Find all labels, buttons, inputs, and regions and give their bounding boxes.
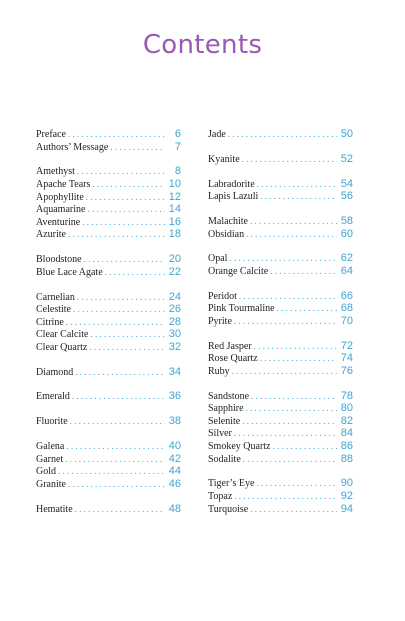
toc-entry-page-number: 30 (168, 328, 181, 341)
toc-entry-page-number: 70 (340, 314, 353, 327)
toc-group (208, 128, 353, 141)
toc-group (208, 252, 353, 277)
toc-entry-page-number: 52 (340, 152, 353, 165)
toc-entry-title: Gold (36, 466, 56, 478)
toc-entry-title: Apache Tears (36, 178, 91, 190)
toc-entry[interactable] (36, 266, 181, 279)
toc-left-column (36, 128, 181, 527)
dot-leader (58, 465, 165, 478)
toc-entry-page-number: 42 (168, 452, 181, 465)
toc-entry[interactable] (208, 453, 353, 466)
dot-leader (66, 440, 165, 453)
toc-group (208, 477, 353, 515)
toc-entry[interactable] (36, 203, 181, 216)
toc-entry-page-number: 74 (340, 352, 353, 365)
dot-leader (105, 266, 165, 279)
toc-entry[interactable] (36, 478, 181, 491)
toc-entry-page-number: 26 (168, 303, 181, 316)
toc-right-column (208, 128, 353, 527)
dot-leader (273, 440, 338, 453)
toc-entry-title: Azurite (36, 229, 66, 241)
toc-entry-title: Smokey Quartz (208, 441, 271, 452)
toc-entry-title: Citrine (36, 316, 64, 328)
toc-entry[interactable] (208, 228, 353, 241)
toc-entry[interactable] (208, 340, 353, 353)
toc-entry[interactable] (208, 315, 353, 328)
toc-entry-title: Fluorite (36, 416, 68, 428)
toc-entry[interactable] (36, 341, 181, 354)
toc-entry-title: Opal (208, 253, 228, 265)
toc-entry-title: Topaz (208, 490, 233, 502)
dot-leader (73, 303, 165, 316)
toc-entry-page-number: 72 (340, 339, 353, 352)
toc-entry-title: Sapphire (208, 403, 244, 415)
dot-leader (277, 302, 337, 315)
toc-entry-page-number: 7 (174, 140, 181, 153)
dot-leader (77, 291, 165, 304)
toc-entry[interactable] (208, 427, 353, 440)
toc-entry-title: Kyanite (208, 153, 240, 165)
toc-entry[interactable] (36, 291, 181, 304)
toc-entry[interactable] (208, 503, 353, 516)
toc-entry[interactable] (36, 440, 181, 453)
toc-entry-title: Emerald (36, 391, 70, 403)
dot-leader (66, 316, 165, 329)
toc-entry-page-number: 36 (168, 390, 181, 403)
dot-leader (270, 265, 337, 278)
dot-leader (234, 427, 337, 440)
toc-group (36, 291, 181, 354)
toc-entry-title: Galena (36, 441, 65, 452)
toc-group (208, 390, 353, 466)
dot-leader (243, 453, 337, 466)
toc-entry-page-number: 82 (340, 414, 353, 427)
toc-group (36, 503, 181, 516)
dot-leader (229, 252, 337, 265)
dot-leader (72, 390, 165, 403)
toc-entry[interactable] (36, 415, 181, 428)
toc-group (36, 165, 181, 241)
toc-entry-page-number: 22 (168, 265, 181, 278)
toc-entry-page-number: 14 (168, 203, 181, 216)
toc-entry[interactable] (208, 265, 353, 278)
toc-entry-page-number: 62 (340, 252, 353, 265)
toc-entry-title: Pink Tourmaline (208, 303, 275, 315)
toc-entry-title: Turquoise (208, 503, 249, 515)
toc-entry[interactable] (36, 165, 181, 178)
toc-entry-title: Authors’ Message (36, 141, 109, 153)
dot-leader (86, 191, 165, 204)
toc-entry-title: Sodalite (208, 453, 241, 465)
toc-entry[interactable] (36, 465, 181, 478)
toc-entry-title: Apophyllite (36, 191, 84, 203)
dot-leader (250, 215, 337, 228)
dot-leader (68, 478, 165, 491)
toc-entry-page-number: 68 (340, 302, 353, 315)
toc-entry[interactable] (36, 453, 181, 466)
toc-entry-title: Carnelian (36, 291, 75, 303)
toc-entry-page-number: 92 (340, 489, 353, 502)
toc-entry[interactable] (208, 477, 353, 490)
dot-leader (228, 128, 337, 141)
dot-leader (257, 178, 337, 191)
toc-entry[interactable] (36, 366, 181, 379)
toc-entry-page-number: 54 (340, 177, 353, 190)
dot-leader (89, 341, 165, 354)
toc-entry[interactable] (208, 365, 353, 378)
toc-group (208, 153, 353, 166)
toc-entry-title: Granite (36, 478, 66, 490)
toc-entry-title: Diamond (36, 366, 74, 378)
toc-entry-title: Jade (208, 129, 226, 140)
toc-entry[interactable] (36, 303, 181, 316)
toc-entry-page-number: 58 (340, 214, 353, 227)
toc-entry-page-number: 16 (168, 215, 181, 228)
toc-entry[interactable] (208, 153, 353, 166)
toc-entry-title: Peridot (208, 290, 237, 302)
toc-entry[interactable] (208, 415, 353, 428)
toc-entry-page-number: 8 (174, 165, 181, 178)
toc-group (208, 340, 353, 378)
dot-leader (242, 415, 337, 428)
dot-leader (232, 365, 337, 378)
toc-entry[interactable] (36, 141, 181, 154)
toc-entry-page-number: 64 (340, 264, 353, 277)
dot-leader (246, 228, 337, 241)
dot-leader (254, 340, 337, 353)
dot-leader (234, 315, 337, 328)
toc-entry[interactable] (36, 216, 181, 229)
toc-entry[interactable] (208, 190, 353, 203)
toc-entry[interactable] (36, 328, 181, 341)
toc-group (36, 366, 181, 379)
toc-entry-page-number: 46 (168, 477, 181, 490)
toc-entry-title: Aquamarine (36, 204, 86, 216)
toc-entry-page-number: 18 (168, 228, 181, 241)
dot-leader (68, 228, 165, 241)
toc-entry-title: Clear Calcite (36, 329, 89, 341)
dot-leader (260, 352, 337, 365)
toc-entry[interactable] (208, 178, 353, 191)
toc-group (208, 178, 353, 203)
toc-entry-title: Blue Lace Agate (36, 266, 103, 278)
dot-leader (77, 165, 165, 178)
dot-leader (65, 453, 165, 466)
toc-entry-page-number: 24 (168, 290, 181, 303)
toc-entry-title: Clear Quartz (36, 341, 88, 353)
toc-entry-title: Lapis Lazuli (208, 191, 259, 203)
toc-entry[interactable] (208, 352, 353, 365)
toc-entry[interactable] (208, 215, 353, 228)
toc-entry-title: Aventurine (36, 216, 81, 228)
toc-entry-title: Ruby (208, 365, 230, 377)
toc-entry-page-number: 50 (340, 128, 353, 140)
dot-leader (260, 190, 337, 203)
toc-group (208, 290, 353, 328)
toc-entry[interactable] (36, 390, 181, 403)
toc-entry-page-number: 40 (168, 440, 181, 452)
toc-entry-page-number: 44 (168, 465, 181, 478)
toc-entry-title: Sandstone (208, 390, 250, 402)
dot-leader (250, 503, 337, 516)
toc-entry-page-number: 78 (340, 389, 353, 402)
toc-entry-title: Bloodstone (36, 254, 82, 266)
toc-entry-title: Amethyst (36, 166, 75, 178)
dot-leader (246, 402, 337, 415)
toc-entry-page-number: 32 (168, 340, 181, 353)
toc-entry-page-number: 86 (340, 440, 353, 452)
toc-entry[interactable] (208, 440, 353, 453)
dot-leader (75, 503, 165, 516)
toc-entry-title: Pyrite (208, 315, 232, 327)
toc-entry-page-number: 94 (340, 502, 353, 515)
toc-entry[interactable] (36, 316, 181, 329)
dot-leader (242, 153, 337, 166)
toc-entry-page-number: 80 (340, 402, 353, 415)
toc-entry-page-number: 84 (340, 427, 353, 440)
toc-entry-page-number: 76 (340, 364, 353, 377)
dot-leader (239, 290, 337, 303)
toc-entry[interactable] (208, 252, 353, 265)
toc-entry[interactable] (36, 191, 181, 204)
page-title: Contents (142, 30, 263, 60)
dot-leader (84, 253, 165, 266)
toc-entry-page-number: 90 (340, 477, 353, 490)
dot-leader (251, 390, 337, 403)
toc-entry[interactable] (36, 178, 181, 191)
toc-entry-page-number: 12 (168, 190, 181, 203)
toc-entry-page-number: 34 (168, 365, 181, 378)
dot-leader (92, 178, 165, 191)
dot-leader (87, 203, 165, 216)
toc-entry-page-number: 20 (168, 253, 181, 266)
toc-entry-title: Labradorite (208, 178, 255, 190)
toc-entry[interactable] (36, 253, 181, 266)
toc-entry[interactable] (36, 503, 181, 516)
toc-entry[interactable] (36, 128, 181, 141)
toc-entry-title: Preface (36, 129, 66, 140)
toc-entry-page-number: 60 (340, 227, 353, 240)
toc-entry-title: Rose Quartz (208, 353, 258, 365)
toc-entry[interactable] (208, 402, 353, 415)
dot-leader (82, 216, 165, 229)
toc-entry-page-number: 10 (168, 177, 181, 190)
toc-entry-title: Obsidian (208, 228, 245, 240)
dot-leader (234, 490, 337, 503)
toc-entry-title: Garnet (36, 453, 64, 465)
toc-entry-title: Tiger’s Eye (208, 478, 255, 490)
toc-entry-page-number: 48 (168, 502, 181, 515)
toc-entry[interactable] (208, 290, 353, 303)
toc-group (36, 415, 181, 428)
toc-group (36, 128, 181, 153)
toc-entry-page-number: 66 (340, 289, 353, 302)
toc-group (36, 440, 181, 490)
toc-entry-title: Selenite (208, 415, 241, 427)
toc-entry[interactable] (208, 490, 353, 503)
toc-group (36, 253, 181, 278)
toc-entry-page-number: 56 (340, 190, 353, 203)
dot-leader (68, 128, 165, 141)
toc-entry[interactable] (208, 390, 353, 403)
toc-entry-title: Red Jasper (208, 340, 252, 352)
dot-leader (70, 415, 165, 428)
dot-leader (75, 366, 165, 379)
toc-entry[interactable] (208, 302, 353, 315)
toc-group (208, 215, 353, 240)
toc-entry-page-number: 38 (168, 415, 181, 428)
toc-entry-title: Celestite (36, 304, 71, 316)
dot-leader (256, 477, 337, 490)
toc-entry-page-number: 28 (168, 315, 181, 328)
toc-entry-title: Hematite (36, 503, 73, 515)
toc-entry-title: Orange Calcite (208, 265, 269, 277)
toc-entry[interactable] (36, 228, 181, 241)
dot-leader (110, 141, 165, 154)
toc-entry-title: Silver (208, 428, 232, 440)
toc-entry-title: Malachite (208, 215, 248, 227)
toc-entry-page-number: 88 (340, 452, 353, 465)
dot-leader (90, 328, 165, 341)
toc-group (36, 390, 181, 403)
toc-entry[interactable] (208, 128, 353, 141)
toc-entry-page-number: 6 (174, 128, 181, 140)
